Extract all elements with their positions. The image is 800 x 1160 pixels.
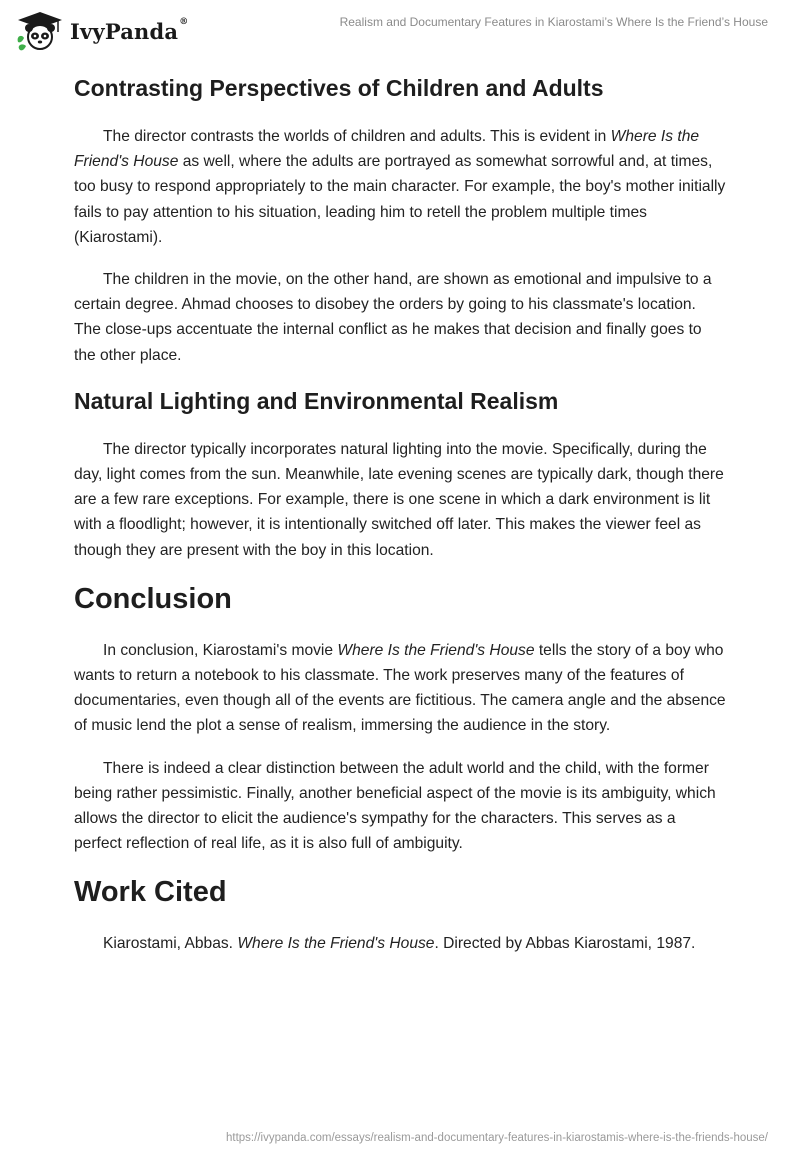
page-header: [0, 0, 800, 60]
paragraph: The director typically incorporates natural lighting into the movie. Specifically, during the day, light comes from the sun. Meanwhile, late evening scenes are typically dark, though there are a few rare exceptions. For example, there is one scene in which a dark environment is lit with a floodlight; however, it is intentionally switched off later. This makes the viewer feel as though they are present with the boy in this location.: [74, 440, 724, 559]
essay-content: [74, 72, 726, 974]
heading-conclusion: Conclusion: [74, 582, 232, 615]
heading-work-cited: Work Cited: [74, 876, 227, 909]
paragraph: There is indeed a clear distinction between the adult world and the child, with the former being rather pessimistic. Finally, another beneficial aspect of the movie is its ambiguity, which allows the director to elicit the audience's sympathy for the characters. This serves as a perfect reflection of real life, as it is also full of ambiguity.: [74, 759, 716, 853]
paragraph: The director contrasts the worlds of children and adults. This is evident in Where Is the Friend's House as well, where the adults are portrayed as somewhat sorrowful and, at times, too busy to respond appropriately to the main character. For example, the boy's mother initially fails to pay attention to his situation, leading him to retell the problem multiple times (Kiarostami).: [74, 128, 726, 246]
citation-entry: Kiarostami, Abbas. Where Is the Friend's House. Directed by Abbas Kiarostami, 1987.: [103, 935, 696, 953]
heading-natural-lighting: Natural Lighting and Environmental Realism: [74, 387, 559, 414]
film-title: Where Is the Friend's House: [74, 128, 700, 171]
panda-graduation-icon: [14, 10, 66, 52]
ivypanda-logo[interactable]: [14, 10, 188, 52]
document-title: Realism and Documentary Features in Kiarostami’s Where Is the Friend’s House: [339, 15, 768, 29]
heading-contrasting-perspectives: Contrasting Perspectives of Children and Adults: [74, 75, 604, 101]
film-title: Where Is the Friend's House: [337, 641, 535, 659]
logo-wordmark: IvyPanda®: [70, 16, 189, 44]
paragraph: The children in the movie, on the other hand, are shown as emotional and impulsive to a certain degree. Ahmad chooses to disobey the orders by going to his classmate's location. The close-ups accentuate the internal conflict as he makes that decision and finally goes to the other place.: [74, 271, 712, 364]
film-title: Where Is the Friend's House: [237, 935, 435, 953]
paragraph: In conclusion, Kiarostami's movie Where Is the Friend's House tells the story of a boy who wants to return a notebook to his classmate. The work preserves many of the features of documentaries, even though all of the events are fictitious. The camera angle and the absence of music lend the plot a sense of realism, immersing the audience in the story.: [74, 641, 726, 735]
source-url[interactable]: https://ivypanda.com/essays/realism-and-documentary-features-in-kiarostamis-where-is-the-friends-house/: [226, 1132, 768, 1144]
